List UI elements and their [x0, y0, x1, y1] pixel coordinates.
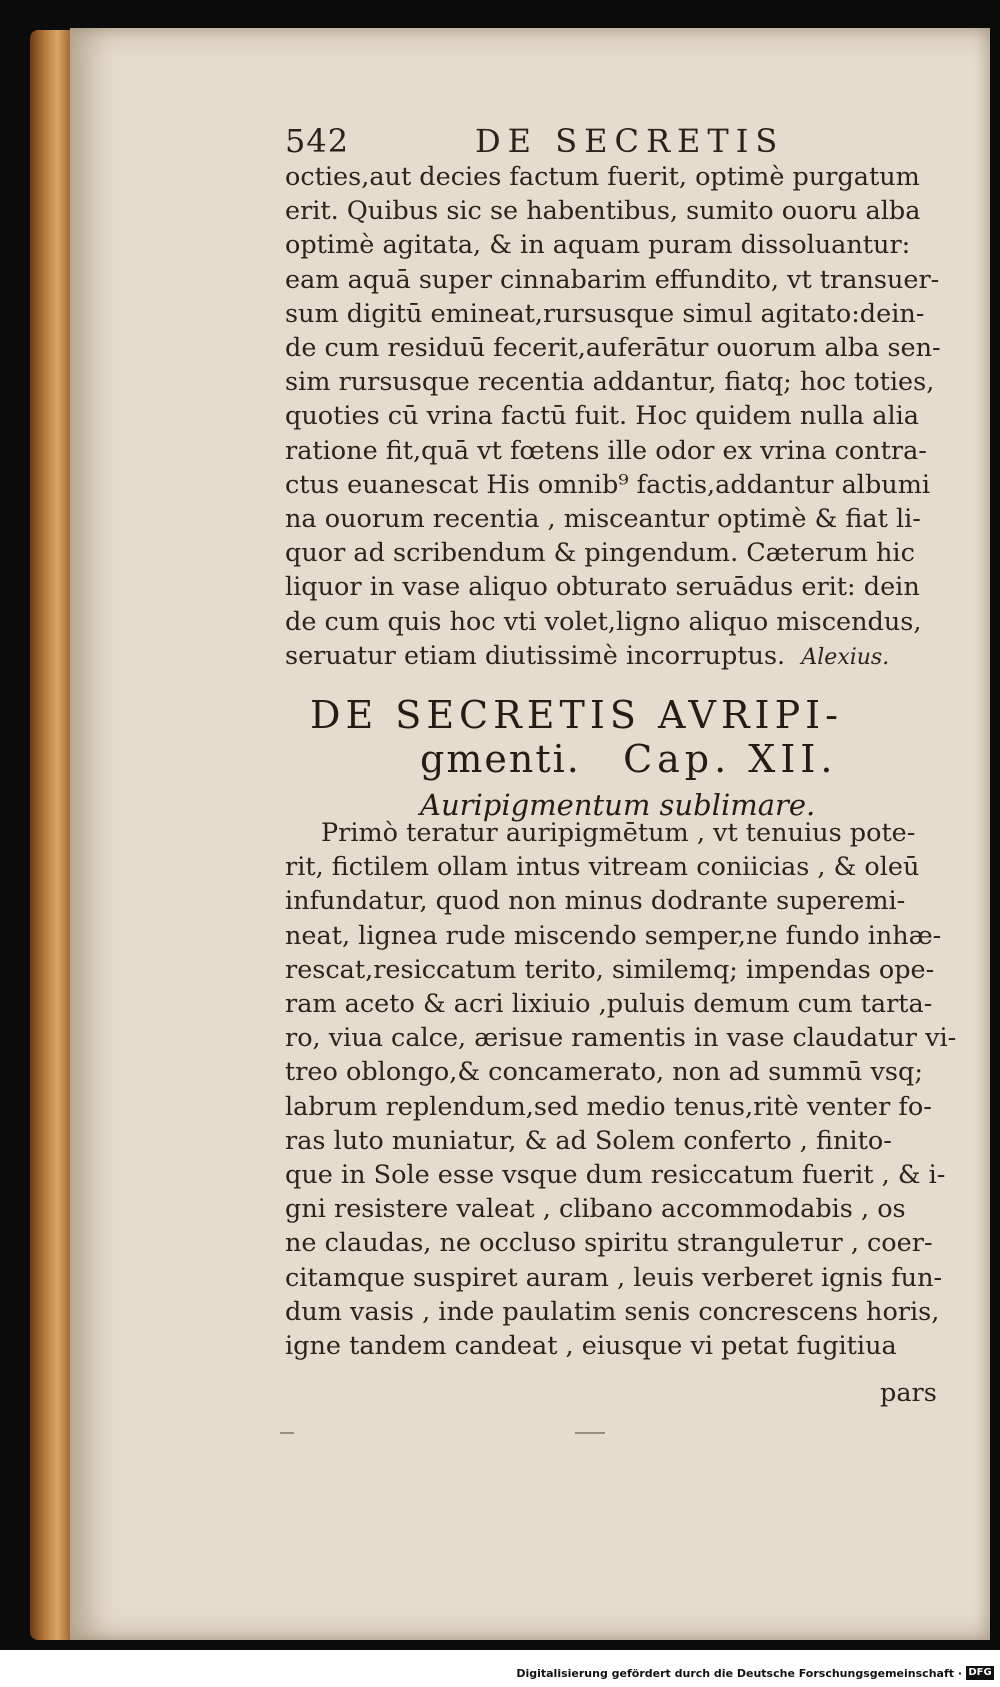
- dfg-logo-icon: DFG: [966, 1666, 994, 1680]
- text-line: de cum residuū fecerit,auferātur ouorum alba sen-: [285, 333, 941, 364]
- text-line: ratione fit,quā vt fœtens ille odor ex vrina contra-: [285, 435, 927, 466]
- text-line: gni resistere valeat , clibano accommodabis , os: [285, 1194, 906, 1225]
- paragraph-1: [285, 160, 941, 675]
- text-line: ne claudas, ne occluso spiritu strangulетur , coer-: [285, 1228, 933, 1259]
- text-line: dum vasis , inde paulatim senis concrescens horis,: [285, 1296, 940, 1327]
- credit-text: Digitalisierung gefördert durch die Deutsche Forschungsgemeinschaft ·: [516, 1666, 962, 1680]
- ink-mark: [575, 1432, 605, 1434]
- page-number: 542: [285, 122, 350, 160]
- text-line: labrum replendum,sed medio tenus,ritè venter fo-: [285, 1091, 932, 1122]
- chapter-title-word: gmenti.: [420, 737, 581, 781]
- text-line: que in Sole esse vsque dum resiccatum fuerit , & i-: [285, 1160, 946, 1191]
- chapter-title-line-1: DE SECRETIS AVRIPI-: [310, 693, 843, 737]
- catchword: pars: [880, 1378, 937, 1408]
- text-line: neat, lignea rude miscendo semper,ne fundo inhæ-: [285, 920, 942, 951]
- text-line: treo oblongo,& concamerato, non ad summū vsq;: [285, 1057, 923, 1088]
- text-line: eam aquā super cinnabarim effundito, vt transuer-: [285, 264, 940, 295]
- text-line: citamque suspiret auram , leuis verberet ignis fun-: [285, 1262, 943, 1293]
- text-line: na ouorum recentia , misceantur optimè & fiat li-: [285, 504, 921, 535]
- section-subtitle: Auripigmentum sublimare.: [420, 788, 816, 822]
- text-line: ram aceto & acri lixiuio ,puluis demum cum tarta-: [285, 989, 933, 1020]
- text-line: ctus euanescat His omnib⁹ factis,addantur albumi: [285, 469, 931, 500]
- text-line: erit. Quibus sic se habentibus, sumito ouoru alba: [285, 196, 921, 227]
- paragraph-2: [285, 816, 957, 1363]
- text-line: igne tandem candeat , eiusque vi petat fugitiua: [285, 1331, 897, 1362]
- text-line: ro, viua calce, ærisue ramentis in vase claudatur vi-: [285, 1023, 957, 1054]
- text-line: optimè agitata, & in aquam puram dissoluantur:: [285, 230, 911, 261]
- text-line: sum digitū emineat,rursusque simul agitato:dein-: [285, 298, 925, 329]
- text-line: octies,aut decies factum fuerit, optimè purgatum: [285, 162, 920, 192]
- text-line: sim rursusque recentia addantur, fiatq; hoc toties,: [285, 367, 935, 398]
- ink-mark: [280, 1432, 294, 1434]
- chapter-number: Cap. XII.: [623, 737, 838, 781]
- chapter-heading: [310, 693, 940, 781]
- text-line: ras luto muniatur, & ad Solem conferto , finito-: [285, 1125, 892, 1156]
- page-header: [285, 122, 905, 162]
- text-line: rescat,resiccatum terito, similemq; impendas ope-: [285, 954, 935, 985]
- text-line: Primò teratur auripigmētum , vt tenuius pote-: [321, 818, 916, 848]
- digitization-credit: [516, 1663, 994, 1683]
- author-signature: Alexius.: [801, 644, 890, 670]
- text-line-content: seruatur etiam diutissimè incorruptus.: [285, 640, 786, 671]
- text-line: de cum quis hoc vti volet,ligno aliquo miscendus,: [285, 606, 922, 637]
- text-line: liquor in vase aliquo obturato seruādus erit: dein: [285, 572, 920, 603]
- text-line: quoties cū vrina factū fuit. Hoc quidem nulla alia: [285, 401, 920, 432]
- chapter-title-line-2: [310, 737, 940, 781]
- text-line: rit, fictilem ollam intus vitream coniicias , & oleū: [285, 852, 920, 883]
- text-line-last: [285, 639, 935, 675]
- running-head: DE SECRETIS: [475, 122, 785, 160]
- text-line: infundatur, quod non minus dodrante superemi-: [285, 886, 906, 917]
- text-line: quor ad scribendum & pingendum. Cæterum hic: [285, 538, 915, 569]
